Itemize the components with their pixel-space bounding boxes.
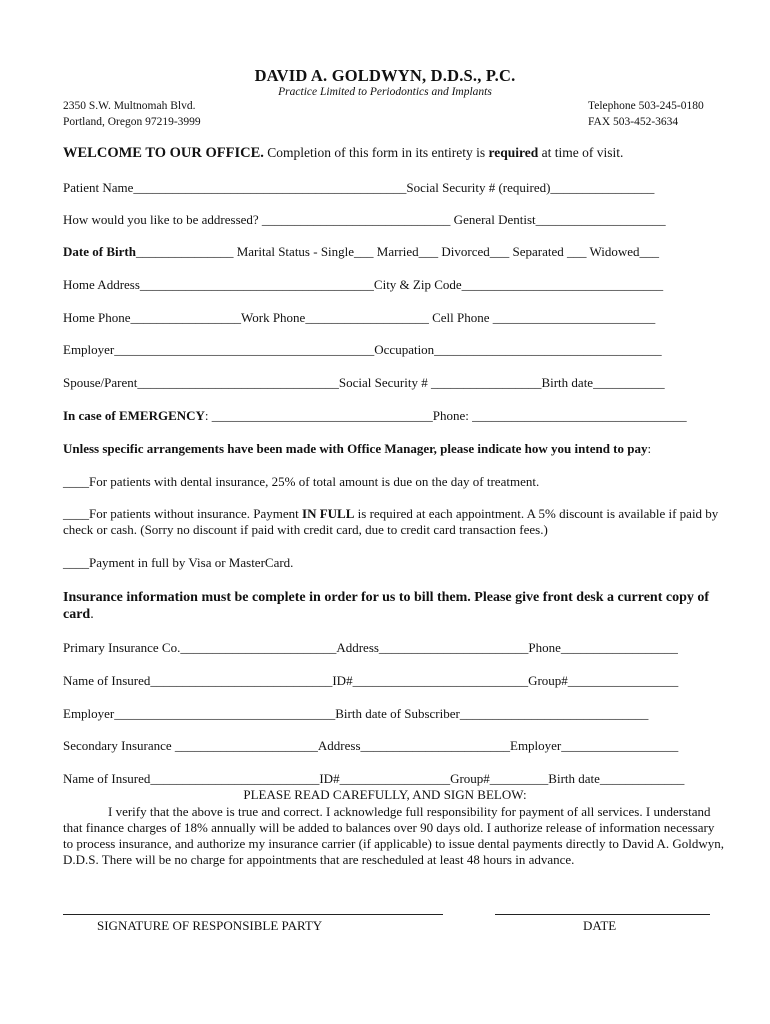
patient-name-field[interactable]: Patient Name__________________________________________Social Security # (required)________________ — [63, 180, 655, 195]
subscriber-employer-field[interactable]: Employer__________________________________Birth date of Subscriber_____________________________ — [63, 706, 649, 721]
welcome-required: required — [488, 145, 539, 160]
phones-field[interactable]: Home Phone_________________Work Phone___________________ Cell Phone _________________________ — [63, 310, 656, 325]
address-line-2: Portland, Oregon 97219-3999 — [63, 116, 201, 128]
emergency-field[interactable] — [63, 408, 687, 424]
practice-subtitle: Practice Limited to Periodontics and Implants — [278, 86, 492, 98]
welcome-text-1: Completion of this form in its entirety is — [263, 145, 489, 160]
date-line[interactable] — [495, 914, 710, 915]
addressed-as-field[interactable]: How would you like to be addressed? _____________________________ General Dentist____________________ — [63, 212, 666, 227]
insurance-heading-end: . — [90, 607, 94, 622]
signature-line[interactable] — [63, 914, 443, 915]
insured-name-field-1[interactable]: Name of Insured____________________________ID#___________________________Group#_________________ — [63, 673, 679, 688]
telephone-number: Telephone 503-245-0180 — [588, 100, 704, 112]
dob-marital-field[interactable] — [63, 244, 659, 260]
insurance-heading — [63, 589, 725, 623]
insurance-heading-text: Insurance information must be complete in order for us to bill them. Please give front desk a current copy of card — [63, 590, 710, 622]
secondary-insurance-field[interactable]: Secondary Insurance ______________________Address_______________________Employer__________________ — [63, 738, 679, 753]
home-address-field[interactable]: Home Address____________________________________City & Zip Code_______________________________ — [63, 277, 664, 292]
dob-marital-rest: _______________ Marital Status - Single___ Married___ Divorced___ Separated ___ Widowed___ — [135, 244, 660, 259]
payment-heading-text: Unless specific arrangements have been made with Office Manager, please indicate how you intend to pay — [63, 441, 648, 456]
fax-number: FAX 503-452-3634 — [588, 116, 679, 128]
practice-title: DAVID A. GOLDWYN, D.D.S., P.C. — [254, 66, 516, 85]
date-label: DATE — [583, 918, 617, 933]
payment-heading-colon: : — [647, 441, 652, 456]
payment-option2-text-b: is required at each appointment. A 5% discount is available if paid by check or cash. (Sorry no discount if paid with credit card, due to credit card transaction fees.) — [63, 506, 719, 537]
dob-label: Date of Birth — [63, 244, 136, 259]
emergency-rest: : __________________________________Phone: _________________________________ — [204, 408, 687, 423]
welcome-line — [63, 145, 623, 162]
employer-field[interactable]: Employer________________________________________Occupation___________________________________ — [63, 342, 662, 357]
spouse-parent-field[interactable]: Spouse/Parent_______________________________Social Security # _________________Birth date___________ — [63, 375, 665, 390]
payment-option-insurance[interactable]: ____For patients with dental insurance, 25% of total amount is due on the day of treatment. — [63, 474, 540, 489]
agreement-heading: PLEASE READ CAREFULLY, AND SIGN BELOW: — [243, 787, 527, 802]
agreement-text: I verify that the above is true and correct. I acknowledge full responsibility for payment of all services. I understand that finance charges of 18% annually will be added to balances over 90 days old. I authorize release of information necessary to process insurance, and authorize my insurance carrier (if applicable) to issue dental payments directly to David A. Goldwyn, D.D.S. There will be no charge for appointments that are rescheduled at least 48 hours in advance. — [63, 804, 724, 867]
address-line-1: 2350 S.W. Multnomah Blvd. — [63, 100, 196, 112]
signature-label: SIGNATURE OF RESPONSIBLE PARTY — [97, 918, 323, 933]
welcome-lead: WELCOME TO OUR OFFICE. — [63, 145, 264, 161]
welcome-text-2: at time of visit. — [538, 145, 624, 160]
emergency-label: In case of EMERGENCY — [63, 408, 205, 423]
payment-option2-bold: IN FULL — [302, 506, 355, 521]
primary-insurance-field[interactable]: Primary Insurance Co.________________________Address_______________________Phone__________________ — [63, 640, 678, 655]
payment-heading — [63, 441, 651, 457]
payment-option-no-insurance[interactable] — [63, 506, 725, 538]
insured-name-field-2[interactable]: Name of Insured__________________________ID#_________________Group#_________Birth date_____________ — [63, 771, 685, 786]
payment-option2-text-a: ____For patients without insurance. Payment — [63, 506, 303, 521]
payment-option-card[interactable]: ____Payment in full by Visa or MasterCard. — [63, 555, 294, 570]
